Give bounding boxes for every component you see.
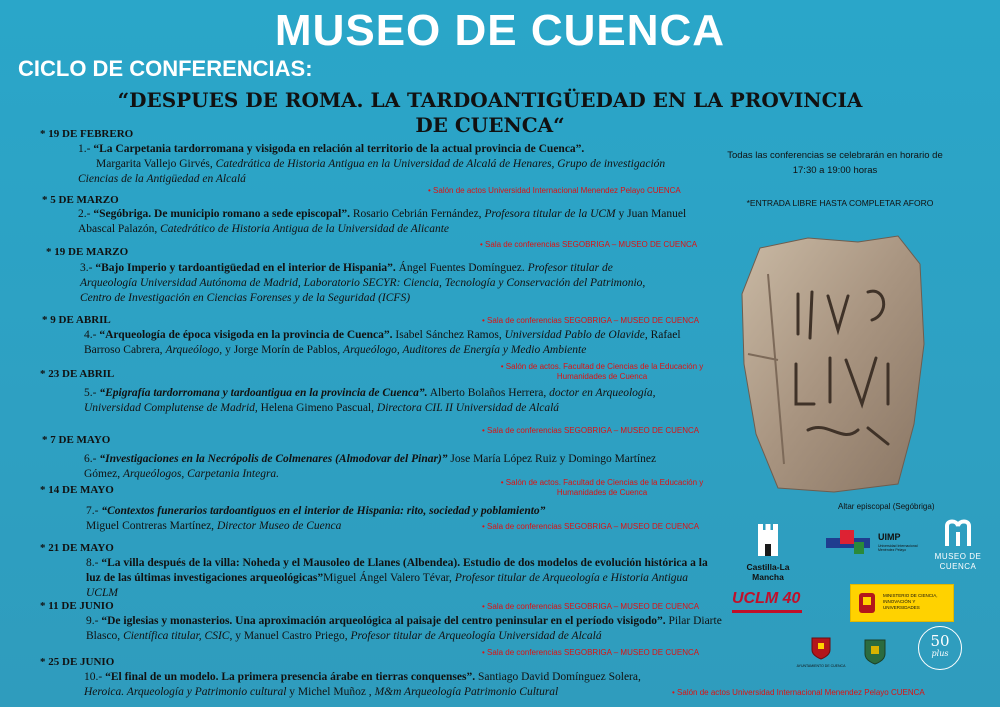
talk-number: 10.- <box>84 671 103 683</box>
talk-speakers: Rosario Cebrián Fernández, <box>349 208 485 220</box>
venue-2: • Sala de conferencias SEGOBRIGA – MUSEO DE CUENCA <box>480 240 698 249</box>
talk-number: 1.- <box>78 143 91 155</box>
talk-speakers-2: y Juan Manuel Abascal Palazón, <box>78 208 687 235</box>
talk-number: 4.- <box>84 329 97 341</box>
talk-roles-2: Arqueólogo, <box>165 344 223 356</box>
venue-5: • Sala de conferencias SEGOBRIGA – MUSEO DE CUENCA <box>482 426 700 435</box>
talk-speakers: Alberto Bolaños Herrera, <box>427 387 550 399</box>
plus-word: plus <box>931 649 949 658</box>
talk-speakers-2: y Michel Muñoz , <box>286 686 375 698</box>
talk-roles: Catedrática de Historia Antigua en la Universidad de Alcalá de Henares, Grupo de investigación Ciencias de la Antigüedad en Alcalá <box>78 158 666 185</box>
diputacion-shield-logo <box>862 636 892 670</box>
talk-roles: Científica titular, CSIC, <box>123 630 233 642</box>
talk-title: “Segóbriga. De municipio romano a sede episcopal”. <box>93 208 350 220</box>
talk-speakers: Isabel Sánchez Ramos, <box>392 329 505 341</box>
talk-title: “Bajo Imperio y tardoantigüedad en el interior de Hispania”. <box>95 262 396 274</box>
talk-roles: Profesor titular de Arqueología e Historia Antigua UCLM <box>86 572 689 599</box>
uimp-label: UIMP <box>878 532 901 542</box>
series-title <box>80 88 900 138</box>
talk-roles: Director Museo de Cuenca <box>216 520 342 532</box>
talk-title: “La Carpetania tardorromana y visigoda en relación al territorio de la actual provincia de Cuenca”. <box>93 143 585 155</box>
fifty-number: 50 <box>930 632 950 650</box>
talk-1 <box>78 142 698 187</box>
talk-title: “Investigaciones en la Necrópolis de Colmenares (Almodovar del Pinar)” <box>99 453 448 465</box>
venue-7: • Sala de conferencias SEGOBRIGA – MUSEO DE CUENCA <box>482 522 700 531</box>
fifty-plus-logo <box>918 626 962 670</box>
uclm-logo <box>732 590 830 622</box>
talk-number: 5.- <box>84 387 97 399</box>
talk-speakers-2: Rafael Barroso Cabrera, <box>84 329 681 356</box>
castilla-la-mancha-logo <box>736 520 800 582</box>
date-8: * 21 DE MAYO <box>40 542 114 554</box>
date-9: * 11 DE JUNIO <box>40 600 114 612</box>
date-2: * 5 DE MARZO <box>42 194 119 206</box>
talk-title: “Contextos funerarios tardoantiguos en el interior de Hispania: rito, sociedad y poblamiento” <box>101 505 546 517</box>
uimp-sublabel: Universidad Internacional Menéndez Pelayo <box>878 544 918 552</box>
talk-5 <box>84 386 664 416</box>
talk-roles: Profesor titular de Arqueología Universidad Autónoma de Madrid, Laboratorio SECYR: Ciencia, Tecnología y Conservación del Patrimonio, Centro de Investigación en Ciencias Forenses y de la Seguridad (ICFS) <box>80 262 646 304</box>
venue-6: • Salón de actos. Facultad de Ciencias de la Educación y Humanidades de Cuenca <box>500 478 704 497</box>
talk-number: 7.- <box>86 505 99 517</box>
uimp-flag-icon <box>826 530 870 556</box>
date-3: * 19 DE MARZO <box>46 246 129 258</box>
venue-1: • Salón de actos Universidad Internacional Menendez Pelayo CUENCA <box>428 186 681 195</box>
talk-number: 9.- <box>86 615 99 627</box>
museo-label-2: CUENCA <box>939 562 977 571</box>
series-title-line-1: “DESPUES DE ROMA. LA TARDOANTIGÜEDAD EN LA PROVINCIA <box>117 88 863 112</box>
museo-label-1: MUSEO DE <box>934 552 982 561</box>
ministerio-logo <box>850 584 954 622</box>
uimp-logo <box>826 530 916 560</box>
spain-shield-icon <box>855 589 879 619</box>
talk-roles-2: Profesor titular de Arqueología Universidad de Alcalá <box>350 630 602 642</box>
venue-4: • Salón de actos. Facultad de Ciencias de la Educación y Humanidades de Cuenca <box>500 362 704 381</box>
talk-speakers: Miguel Ángel Valero Tévar, <box>323 572 455 584</box>
venue-8: • Sala de conferencias SEGOBRIGA – MUSEO DE CUENCA <box>482 602 700 611</box>
altar-caption: Altar episcopal (Segóbriga) <box>838 502 935 511</box>
diputacion-shield-icon <box>862 636 888 666</box>
talk-title: “Arqueología de época visigoda en la provincia de Cuenca”. <box>99 329 393 341</box>
schedule-line-2: 17:30 a 19:00 horas <box>792 165 878 176</box>
ayuntamiento-label: AYUNTAMIENTO DE CUENCA <box>796 664 846 668</box>
talk-speakers-3: y Jorge Morín de Pablos, <box>222 344 344 356</box>
talk-number: 8.- <box>86 557 99 569</box>
talk-title: “La villa después de la villa: Noheda y el Mausoleo de Llanes (Albendea). Estudio de dos modelos de evolución histórica a la luz de las últimas investigaciones arqueológicas” <box>86 557 708 584</box>
castle-icon <box>754 520 782 558</box>
talk-roles-2: M&m Arqueología Patrimonio Cultural <box>374 686 559 698</box>
cycle-title: CICLO DE CONFERENCIAS: <box>18 56 313 81</box>
talk-number: 2.- <box>78 208 91 220</box>
talk-roles-3: Arqueólogo, Auditores de Energía y Medio Ambiente <box>343 344 587 356</box>
talk-9 <box>86 614 726 644</box>
museum-title: MUSEO DE CUENCA <box>274 6 726 55</box>
talk-title: “Epigrafía tardorromana y tardoantigua en la provincia de Cuenca”. <box>99 387 428 399</box>
talk-roles: Arqueólogos, Carpetania Integra. <box>122 468 280 480</box>
talk-roles: Heroica. Arqueología y Patrimonio cultural <box>84 686 287 698</box>
talk-number: 3.- <box>80 262 93 274</box>
talk-title: “De iglesias y monasterios. Una aproximación arqueológica al paisaje del centro peninsular en el período visigodo”. <box>101 615 666 627</box>
date-5: * 23 DE ABRIL <box>40 368 115 380</box>
ayuntamiento-logo <box>796 634 846 668</box>
talk-3 <box>80 261 650 306</box>
date-7: * 14 DE MAYO <box>40 484 114 496</box>
talk-roles: Universidad Pablo de Olavide, <box>504 329 648 341</box>
schedule-info <box>700 148 970 178</box>
talk-roles: doctor en Arqueología, Universidad Complutense de Madrid, <box>84 387 656 414</box>
talk-roles: Profesora titular de la UCM <box>484 208 616 220</box>
uclm-label: UCLM 40 <box>732 590 801 607</box>
talk-speakers-2: y Manuel Castro Priego, <box>232 630 351 642</box>
venue-3: • Sala de conferencias SEGOBRIGA – MUSEO DE CUENCA <box>482 316 700 325</box>
entry-info: *ENTRADA LIBRE HASTA COMPLETAR AFORO <box>746 198 934 208</box>
talk-speakers-2: Helena Gimeno Pascual, <box>257 402 377 414</box>
venue-9: • Sala de conferencias SEGOBRIGA – MUSEO DE CUENCA <box>482 648 700 657</box>
talk-4 <box>84 328 694 358</box>
altar-image <box>738 234 928 496</box>
talk-10 <box>84 670 654 700</box>
museo-cuenca-logo <box>930 518 986 572</box>
date-1: * 19 DE FEBRERO <box>40 128 134 140</box>
talk-title: “El final de un modelo. La primera presencia árabe en tierras conquenses”. <box>105 671 476 683</box>
talk-number: 6.- <box>84 453 97 465</box>
talk-speakers: Santiago David Domínguez Solera, <box>475 671 641 683</box>
talk-speakers: Margarita Vallejo Girvés, <box>96 158 216 170</box>
ayuntamiento-shield-icon <box>810 634 832 660</box>
schedule-line-1: Todas las conferencias se celebrarán en horario de <box>727 150 943 161</box>
talk-speakers: Ángel Fuentes Domínguez. <box>395 262 528 274</box>
talk-roles-2: Directora CIL II Universidad de Alcalá <box>376 402 560 414</box>
series-title-line-2: DE CUENCA“ <box>415 113 565 137</box>
talk-2 <box>78 207 693 237</box>
talk-8 <box>86 556 721 601</box>
museo-m-icon <box>943 518 973 548</box>
ministerio-label: MINISTERIO DE CIENCIA, INNOVACIÓN Y UNIVERSIDADES <box>883 593 938 610</box>
date-4: * 9 DE ABRIL <box>42 314 111 326</box>
talk-speakers: Miguel Contreras Martínez, <box>86 520 217 532</box>
talk-speakers: Pilar Diarte Blasco, <box>86 615 722 642</box>
talk-speakers: Jose María López Ruiz y Domingo Martínez Gómez, <box>84 453 657 480</box>
date-10: * 25 DE JUNIO <box>40 656 115 668</box>
clm-label: Castilla-La Mancha <box>746 562 790 582</box>
talk-roles-2: Catedrático de Historia Antigua de la Universidad de Alicante <box>160 223 450 235</box>
date-6: * 7 DE MAYO <box>42 434 111 446</box>
venue-10: • Salón de actos Universidad Internacional Menendez Pelayo CUENCA <box>672 688 925 697</box>
